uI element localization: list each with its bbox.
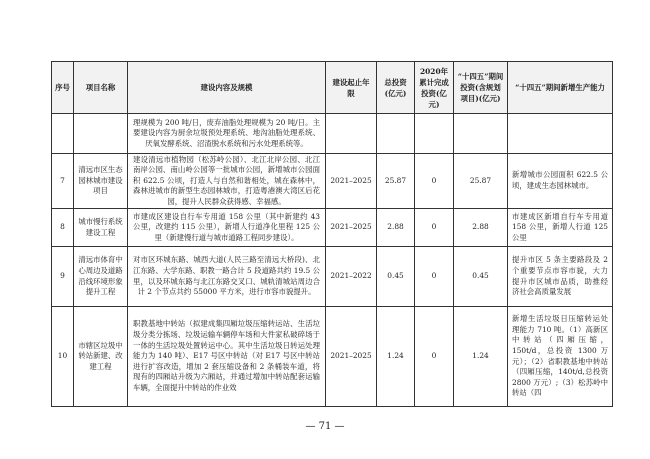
cell-name: 市辖区垃圾中转站新建、改建工程 (74, 307, 128, 407)
cell-plan: 2.88 (454, 209, 508, 247)
table-row (52, 307, 613, 407)
cell-done2020: 0 (415, 209, 454, 247)
cell-capacity (508, 114, 613, 154)
cell-name: 城市慢行系统建设工程 (74, 209, 128, 247)
cell-years (326, 114, 377, 154)
table-row (52, 154, 613, 209)
cell-capacity: 新增城市公园面积 622.5 公顷，建成生态园林城市。 (508, 154, 613, 209)
project-table (51, 61, 613, 407)
cell-no: 10 (52, 307, 74, 407)
cell-total: 2.88 (377, 209, 415, 247)
cell-years: 2021–2025 (326, 154, 377, 209)
cell-no: 9 (52, 247, 74, 307)
cell-total: 0.45 (377, 247, 415, 307)
cell-plan (454, 114, 508, 154)
header-done2020: 2020年累计完成投资(亿元) (415, 62, 454, 114)
cell-total: 25.87 (377, 154, 415, 209)
cell-content: 理规模为 200 吨/日，废弃油脂处理规模为 20 吨/日。主要建设内容为厨余垃圾预处理系统、地沟油脂处理系统、厌氧发酵系统、沼渣脱水系统和污水处理系统等。 (128, 114, 326, 154)
cell-name: 清远市体育中心周边及道路沿线环境形象提升工程 (74, 247, 128, 307)
header-no: 序号 (52, 62, 74, 114)
cell-years: 2021–2025 (326, 307, 377, 407)
cell-no (52, 114, 74, 154)
cell-plan: 25.87 (454, 154, 508, 209)
cell-no: 8 (52, 209, 74, 247)
page-number: — 71 — (305, 421, 345, 432)
cell-name (74, 114, 128, 154)
cell-done2020: 0 (415, 307, 454, 407)
cell-done2020 (415, 114, 454, 154)
cell-done2020: 0 (415, 154, 454, 209)
cell-done2020: 0 (415, 247, 454, 307)
cell-no: 7 (52, 154, 74, 209)
cell-content: 职教基地中转站（拟建成集四厢垃圾压缩转运站、生活垃圾分类分拣场、垃圾运输车辆停车场和大件家私破碎场于一体的生活垃圾处置转运中心。其中生活垃圾日转运处理能力为 140 吨）、E17 号区中转站（对 E17 号区中转站进行扩容改造，增加 2 套压缩设备和 2 条桶装车道，将现有的四厢站升级为六厢站，并通过增加中转站配套运输车辆，全面提升中转站的作业效 (128, 307, 326, 407)
header-years: 建设起止年限 (326, 62, 377, 114)
header-name: 项目名称 (74, 62, 128, 114)
table-row (52, 209, 613, 247)
header-content: 建设内容及规模 (128, 62, 326, 114)
cell-content: 对市区环城东路、城西大道(人民三路至清远大桥段)、北江东路、大学东路、职教一路合计 5 段道路共约 19.5 公里，以及环城东路与北江东路交叉口、城轨清城站周边合计 2 个节点共约 55000 平方米，进行市容市貌提升。 (128, 247, 326, 307)
cell-name: 清远市区生态园林城市建设项目 (74, 154, 128, 209)
cell-capacity: 新增生活垃圾日压缩转运处理能力 710 吨。（1）高新区中转站（四厢压缩，150t/d，总投资 1300 万元）；（2）省职教基地中转站（四厢压缩，140t/d,总投资 2800 万元）;（3）松苏岭中转站（四 (508, 307, 613, 407)
cell-capacity: 市建成区新增自行车专用道 158 公里，新增人行道 125 公里 (508, 209, 613, 247)
cell-total (377, 114, 415, 154)
cell-years: 2021–2022 (326, 247, 377, 307)
cell-total: 1.24 (377, 307, 415, 407)
cell-plan: 1.24 (454, 307, 508, 407)
cell-content: 建设清远市植物园（松苏岭公园）、北江北岸公园、北江南岸公园、南山岭公园等一批城市公园，新增城市公园面积 622.5 公顷，打造人与自然和谐相处，城在森林中，森林进城市的新型生态园林城市，打造粤港澳大湾区后花园，提升人民群众获得感、幸福感。 (128, 154, 326, 209)
cell-years: 2021–2025 (326, 209, 377, 247)
table-row (52, 247, 613, 307)
header-plan: “十四五”期间投资(含规划项目)(亿元) (454, 62, 508, 114)
header-row (52, 62, 613, 114)
header-capacity: “十四五”期间新增生产能力 (508, 62, 613, 114)
header-total: 总投资(亿元) (377, 62, 415, 114)
table-row (52, 114, 613, 154)
cell-plan: 0.45 (454, 247, 508, 307)
cell-content: 市建成区建设自行车专用道 158 公里（其中新建约 43 公里，改建约 115 公里），新增人行道净化里程 125 公里（新建慢行道与城市道路工程同步建设）。 (128, 209, 326, 247)
cell-capacity: 提升市区 5 条主要路段及 2 个重要节点市容市貌，大力提升市区城市品质，助推经济社会高质量发展 (508, 247, 613, 307)
